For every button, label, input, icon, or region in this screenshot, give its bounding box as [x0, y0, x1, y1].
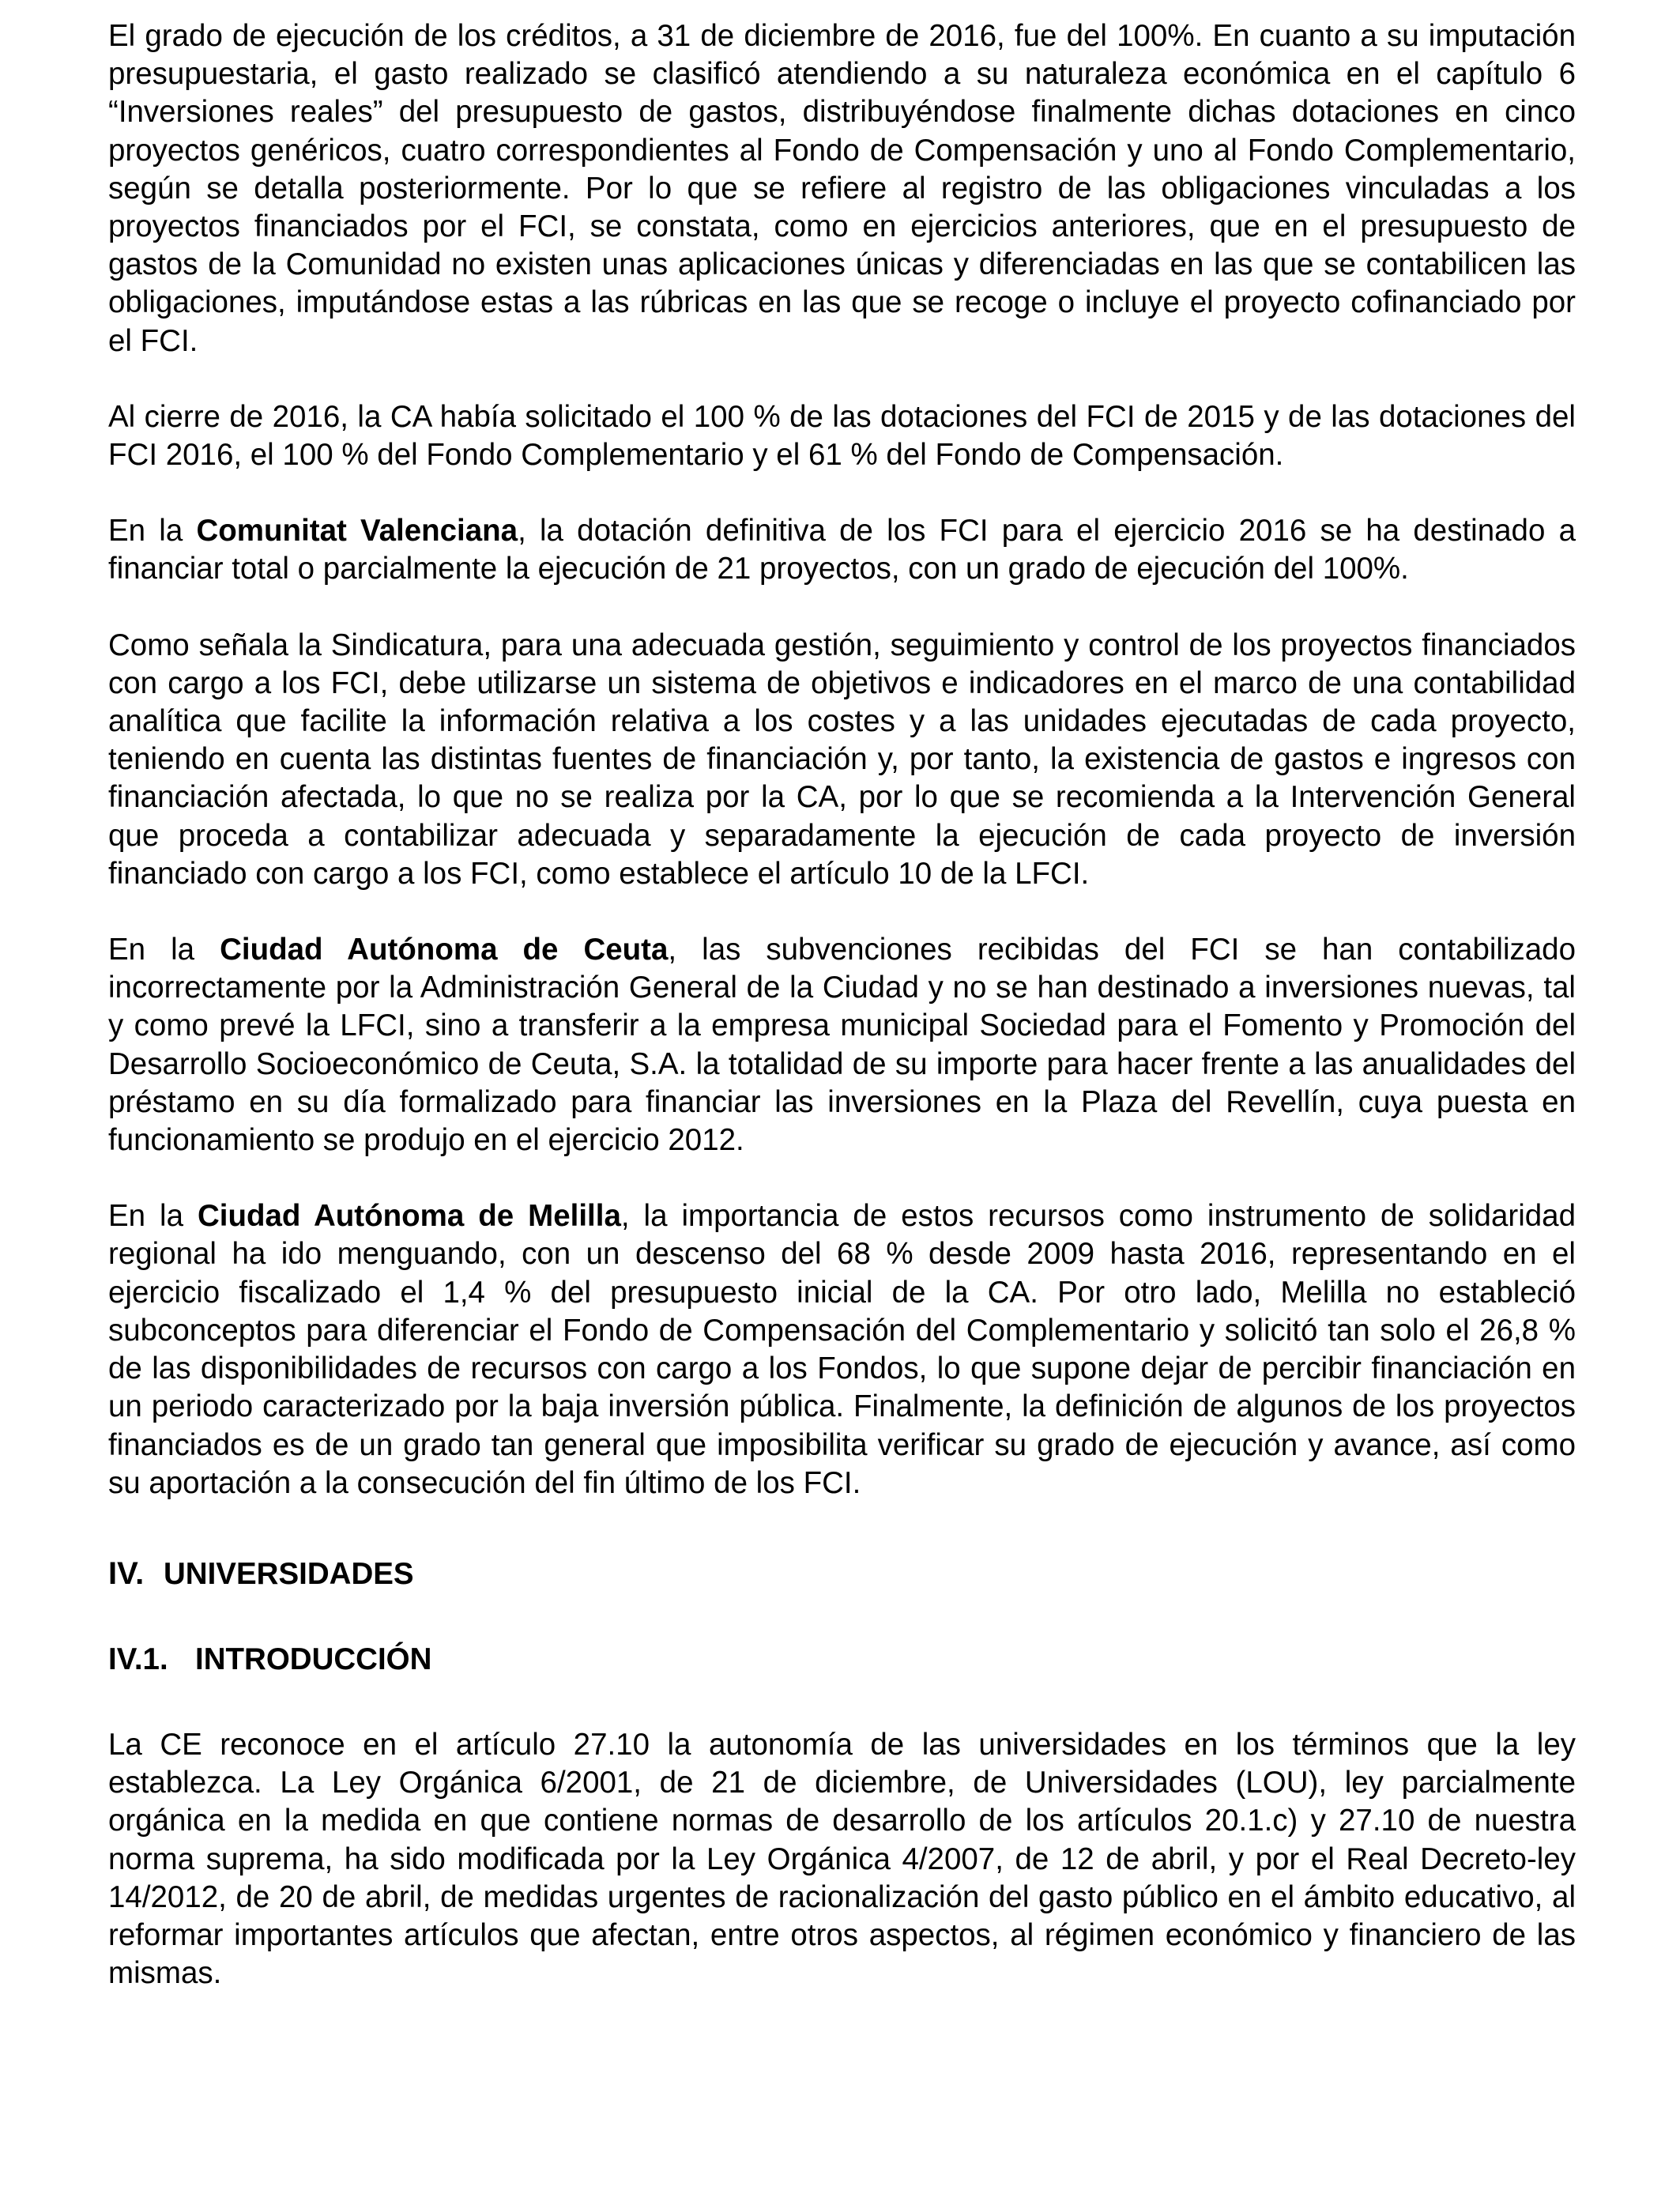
region-name-bold: Ciudad Autónoma de Melilla	[197, 1199, 621, 1234]
paragraph-cierre-2016: Al cierre de 2016, la CA había solicitado el 100 % de las dotaciones del FCI de 2015 y de las dotaciones del FCI 2016, el 100 % del Fondo Complementario y el 61 % del Fondo de Compensación.	[108, 399, 1576, 473]
region-name-bold: Comunitat Valenciana	[196, 514, 518, 548]
paragraph-ceuta	[108, 931, 1576, 1159]
subsection-heading	[108, 1641, 1576, 1679]
document-page	[108, 17, 1576, 1992]
paragraph-sindicatura: Como señala la Sindicatura, para una adecuada gestión, seguimiento y control de los proyectos financiados con cargo a los FCI, debe utilizarse un sistema de objetivos e indicadores en el marco de una contabilidad analítica que facilite la información relativa a los costes y a las unidades ejecutadas de cada proyecto, teniendo en cuenta las distintas fuentes de financiación y, por tanto, la existencia de gastos e ingresos con financiación afectada, lo que no se realiza por la CA, por lo que se recomienda a la Intervención General que proceda a contabilizar adecuada y separadamente la ejecución de cada proyecto de inversión financiado con cargo a los FCI, como establece el artículo 10 de la LFCI.	[108, 628, 1576, 891]
paragraph-text: , las subvenciones recibidas del FCI se han contabilizado incorrectamente por la Administración General de la Ciudad y no se han destinado a inversiones nuevas, tal y como prevé la LFCI, sino a transferir a la empresa municipal Sociedad para el Fomento y Promoción del Desarrollo Socioeconómico de Ceuta, S.A. la totalidad de su importe para hacer frente a las anualidades del préstamo en su día formalizado para financiar las inversiones en la Plaza del Revellín, cuya puesta en funcionamiento se produjo en el ejercicio 2012.	[108, 933, 1576, 1158]
paragraph-universidades-intro: La CE reconoce en el artículo 27.10 la autonomía de las universidades en los términos que la ley establezca. La Ley Orgánica 6/2001, de 21 de diciembre, de Universidades (LOU), ley parcialmente orgánica en la medida en que contiene normas de desarrollo de los artículos 20.1.c) y 27.10 de nuestra norma suprema, ha sido modificada por la Ley Orgánica 4/2007, de 12 de abril, y por el Real Decreto-ley 14/2012, de 20 de abril, de medidas urgentes de racionalización del gasto público en el ámbito educativo, al reformar importantes artículos que afectan, entre otros aspectos, al régimen económico y financiero de las mismas.	[108, 1727, 1576, 1991]
subsection-title: INTRODUCCIÓN	[195, 1642, 432, 1676]
section-number: IV.	[108, 1555, 145, 1591]
paragraph-text: En la	[108, 1199, 198, 1234]
section-heading	[108, 1555, 1576, 1593]
subsection-number: IV.1.	[108, 1642, 168, 1676]
paragraph-text: , la importancia de estos recursos como instrumento de solidaridad regional ha ido menguando, con un descenso del 68 % desde 2009 hasta 2016, representando en el ejercicio fiscalizado el 1,4 % del presupuesto inicial de la CA. Por otro lado, Melilla no estableció subconceptos para diferenciar el Fondo de Compensación del Complementario y solicitó tan solo el 26,8 % de las disponibilidades de recursos con cargo a los Fondos, lo que supone dejar de percibir financiación en un periodo caracterizado por la baja inversión pública. Finalmente, la definición de algunos de los proyectos financiados es de un grado tan general que imposibilita verificar su grado de ejecución y avance, así como su aportación a la consecución del fin último de los FCI.	[108, 1199, 1576, 1500]
paragraph-text: , la dotación definitiva de los FCI para el ejercicio 2016 se ha destinado a financiar total o parcialmente la ejecución de 21 proyectos, con un grado de ejecución del 100%.	[108, 514, 1576, 586]
section-title: UNIVERSIDADES	[164, 1556, 414, 1591]
paragraph-comunitat-valenciana	[108, 512, 1576, 588]
region-name-bold: Ciudad Autónoma de Ceuta	[220, 933, 669, 967]
paragraph-ejecucion-creditos: El grado de ejecución de los créditos, a 31 de diciembre de 2016, fue del 100%. En cuanto a su imputación presupuestaria, el gasto realizado se clasificó atendiendo a su naturaleza económica en el capítulo 6 “Inversiones reales” del presupuesto de gastos, distribuyéndose finalmente dichas dotaciones en cinco proyectos genéricos, cuatro correspondientes al Fondo de Compensación y uno al Fondo Complementario, según se detalla posteriormente. Por lo que se refiere al registro de las obligaciones vinculadas a los proyectos financiados por el FCI, se constata, como en ejercicios anteriores, que en el presupuesto de gastos de la Comunidad no existen unas aplicaciones únicas y diferenciadas en las que se contabilicen las obligaciones, imputándose estas a las rúbricas en las que se recoge o incluye el proyecto cofinanciado por el FCI.	[108, 19, 1576, 358]
paragraph-text: En la	[108, 514, 197, 548]
paragraph-text: En la	[108, 933, 220, 967]
paragraph-melilla	[108, 1197, 1576, 1502]
